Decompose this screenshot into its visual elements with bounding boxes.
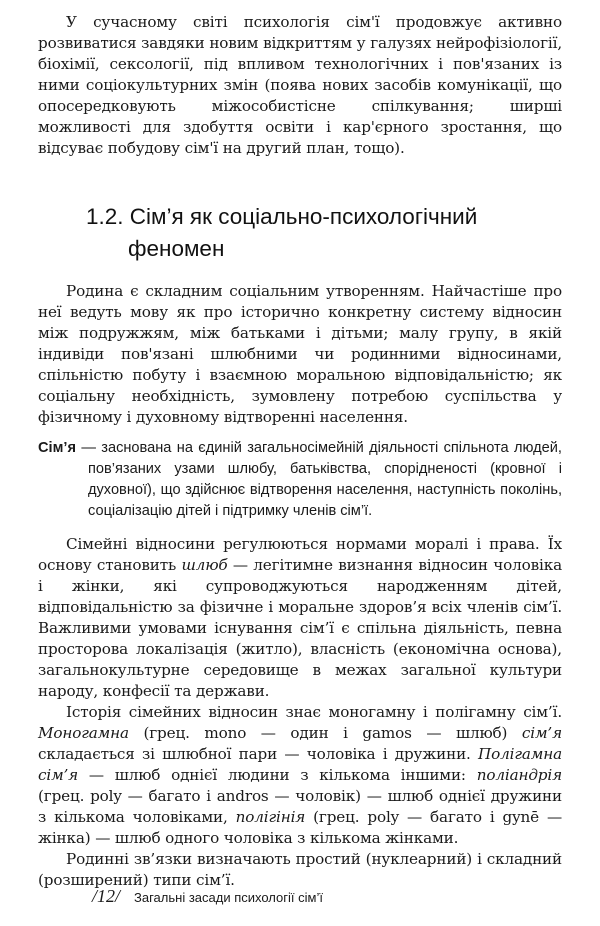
page-footer [92,886,323,907]
history-text-2: (грец. mono — один і gamos — шлюб) [128,724,522,742]
history-text-5: (грец. poly — багато і andros — чоловік) — шлюб однієї дружини з кількома чоловіками, [38,787,562,826]
history-text-3: складається зі шлюбної пари — чоловіка і дружини. [38,745,479,763]
book-page [38,12,562,891]
history-text-6: (грец. poly — багато і gynē — жінка) — шлюб одного чоловіка з кількома жінками. [38,808,562,847]
history-text-4: — шлюб однієї людини з кількома іншими: [78,766,477,784]
intro-paragraph: У сучасному світі психологія сім'ї продовжує активно розвиватися завдяки новим відкриттям у галузях нейрофізіології, біохімії, сексології, під впливом технологічних і пов'язаних із ними соціокультурних змін (поява нових засобів комунікації, що опосередковують міжособистісне спілкування; ширші можливості для здобуття освіти і кар'єрного зростання, що відсуває побудову сім'ї на другий план, тощо). [38,13,562,157]
term-polygamous-family: Полігамна сім’я [38,745,562,784]
family-definition [38,438,562,522]
relations-text-1: Сімейні відносини регулюються нормами моралі і права. Їх основу становить [38,535,562,574]
page-number: /12/ [92,886,121,906]
family-paragraph: Родина є складним соціальним утворенням. Найчастіше про неї ведуть мову як про історично конкретну систему відносин між подружжям, між батьками і дітьми; малу групу, в якій індивіди пов'язані шлюбними чи родинними відносинами, спільністю побуту і взаємною моральною відповідальністю; як соціальну необхідність, зумовлену потребою суспільства у фізичному і духовному відтворенні населення. [38,282,562,426]
history-paragraph [38,702,562,849]
term-polyandry: поліандрія [476,766,562,784]
term-monogamous: Моногамна [38,724,129,742]
term-marriage: шлюб [181,556,228,574]
definition-text: — заснована на єдиній загальносімейній діяльності спільнота людей, пов’язаних узами шлюбу, батьківства, спорідненості (кровної і духовної), що здійснює відтворення населення, наступність поколінь, соціалізацію дітей і підтримку членів сім’ї. [75,440,562,519]
term-polygyny: полігінія [235,808,306,826]
term-family: сім’я [521,724,562,742]
relations-text-2: — легітимне визнання відносин чоловіка і жінки, які супроводжуються народженням дітей, відповідальністю за фізичне і моральне здоров’я всіх членів сім’ї. Важливими умовами існування сім’ї є спільна діяльність, певна просторова локалізація (житло), власність (економічна основа), загальнокультурне середовище в межах загальної культури народу, конфесії та держави. [38,556,562,700]
history-text-1: Історія сімейних відносин знає моногамну і полігамну сім’ї. [66,703,562,721]
kinship-paragraph: Родинні зв’язки визначають простий (нуклеарний) і складний (розширений) типи сім’ї. [38,850,562,889]
running-title: Загальні засади психології сім’ї [134,890,323,905]
section-heading [86,201,562,265]
section-heading-line1: 1.2. Сім’я як соціально-психологічний [86,204,478,229]
section-heading-line2: феномен [128,236,225,261]
definition-term: Сім’я [38,440,76,456]
relations-paragraph [38,534,562,702]
